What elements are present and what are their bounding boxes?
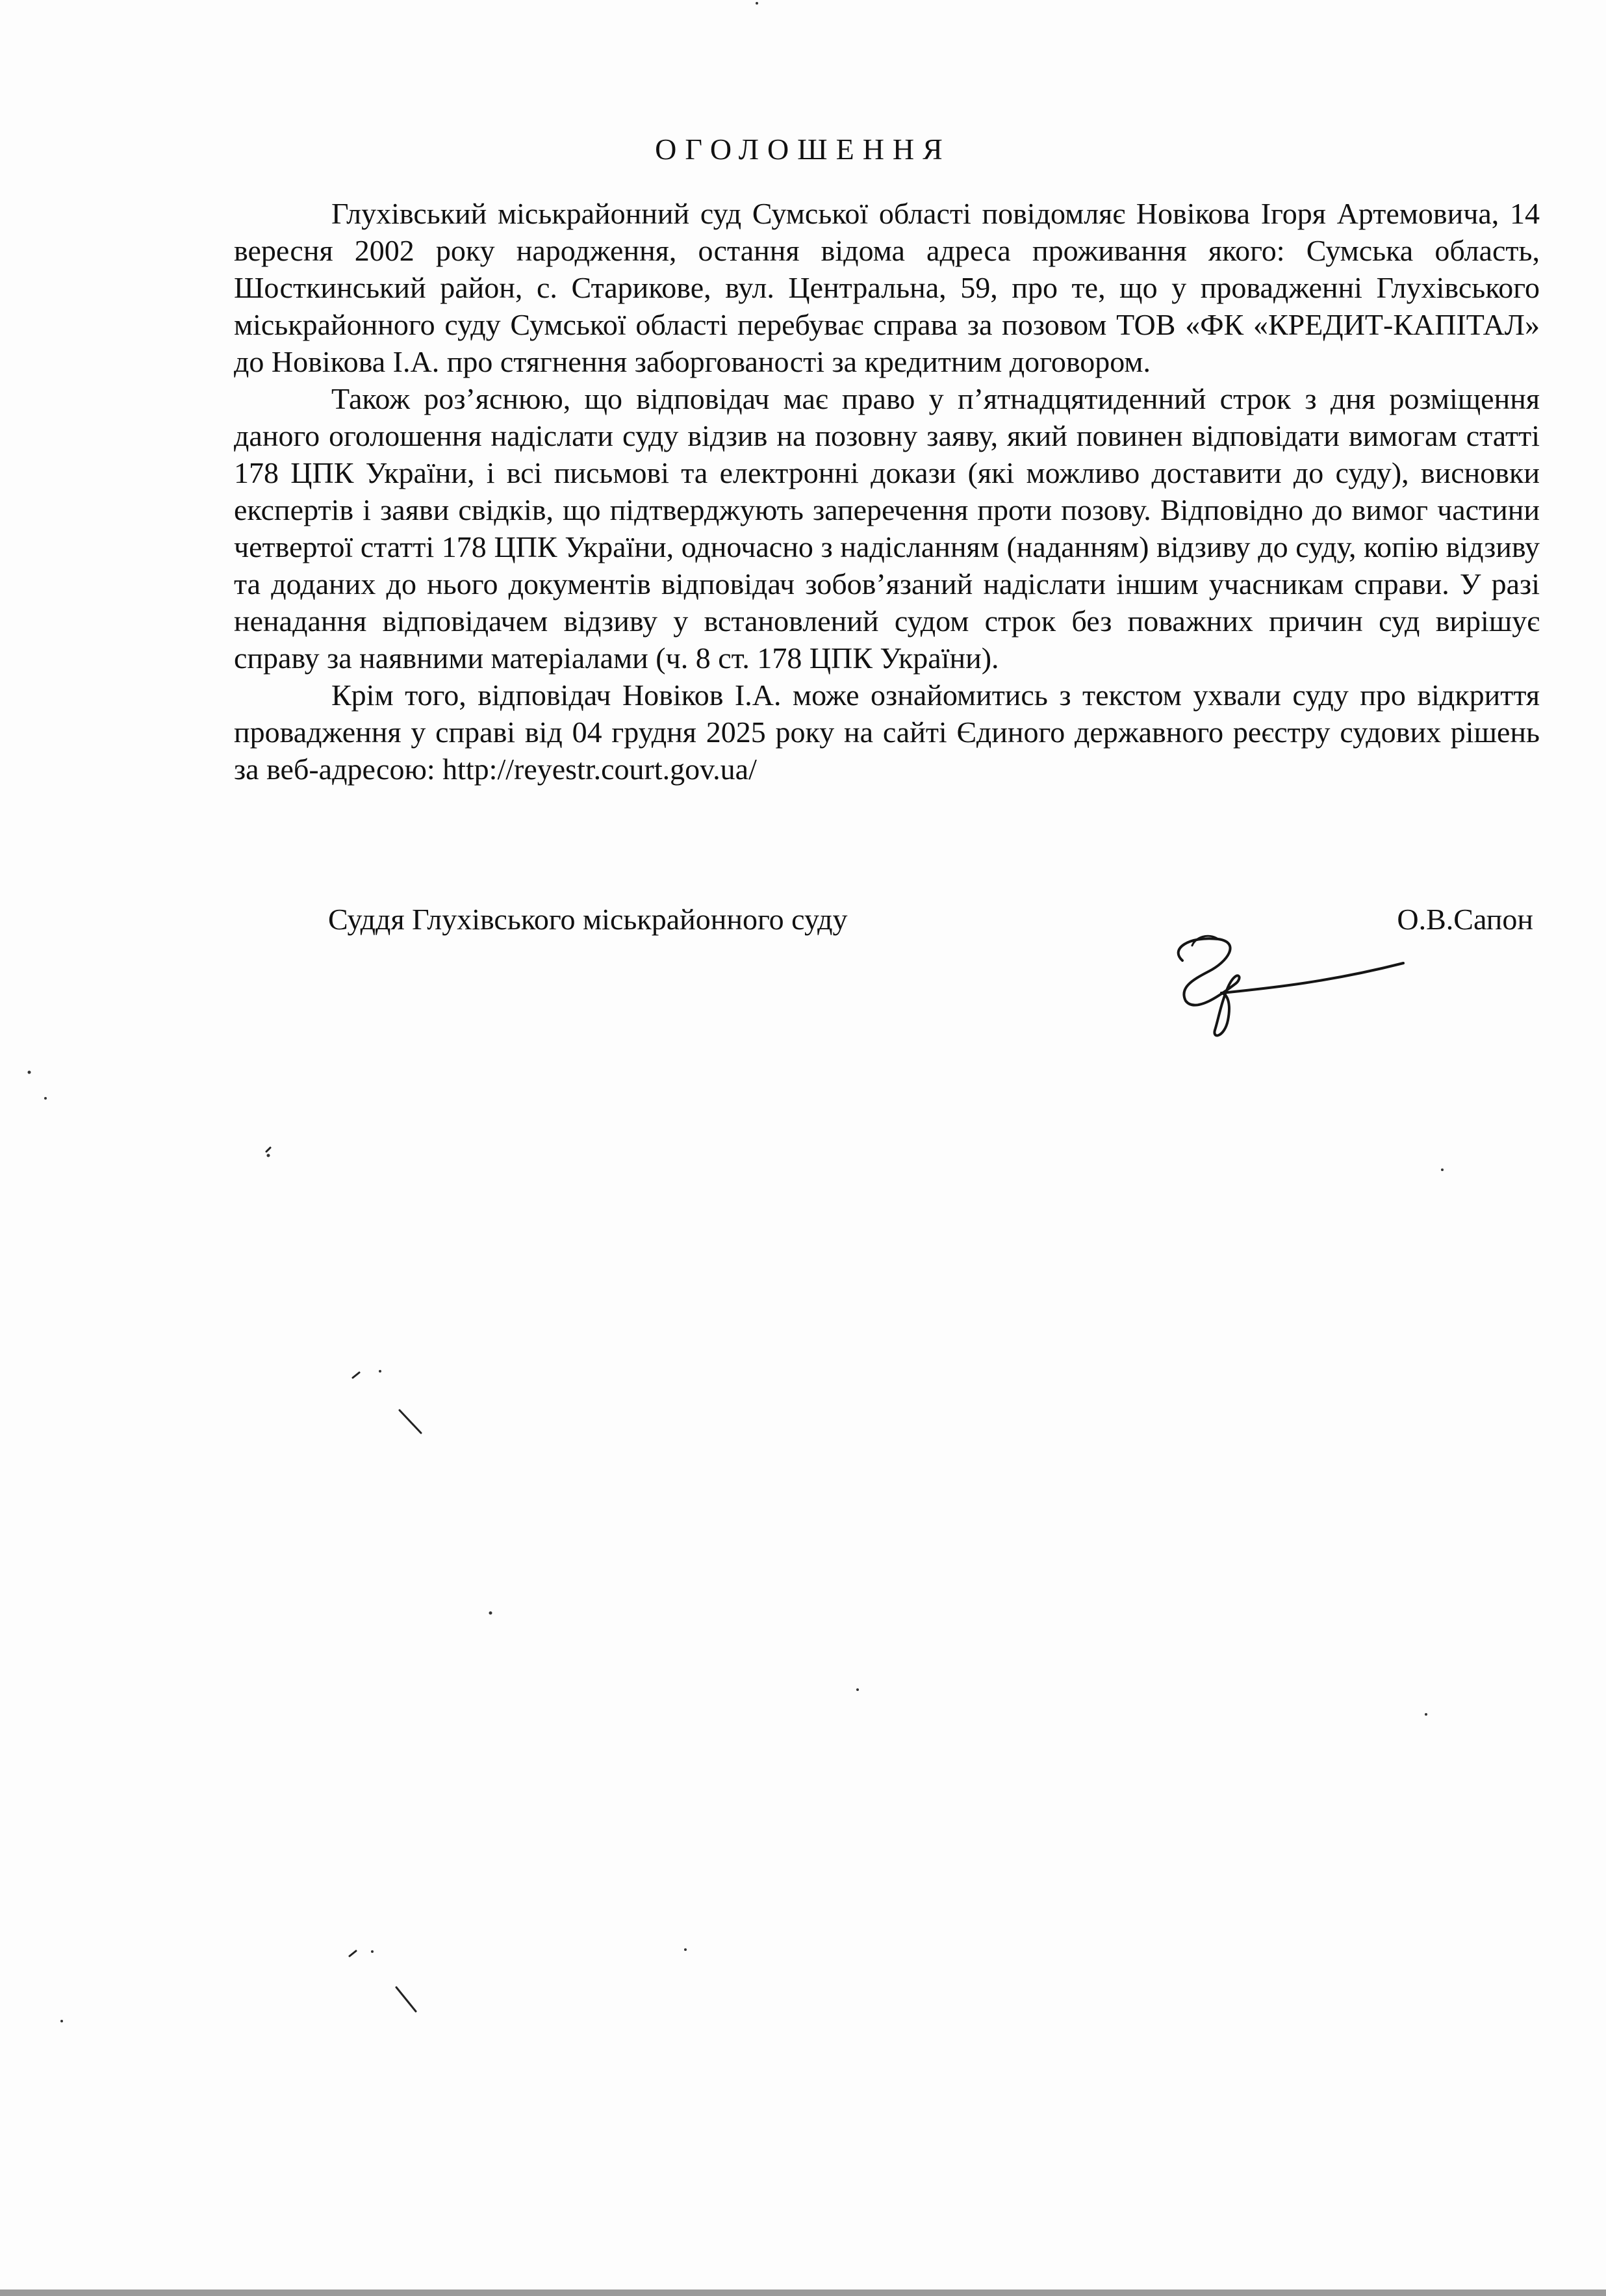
paragraph-notice: Глухівський міськрайонний суд Сумської області повідомляє Новікова Ігоря Артемовича, 14 вересня 2002 року народження, остання відома адреса проживання якого: Сумська область, Шосткинський район, с. Старикове, вул. Центральна, 59, про те, що у провадженні Глухівського міськрайонного суду Сумської області перебуває справа за позовом ТОВ «ФК «КРЕДИТ-КАПІТАЛ» до Новікова І.А. про стягнення заборгованості за кредитним договором.: [234, 197, 1540, 378]
judge-title: Суддя Глухівського міськрайонного суду: [328, 903, 848, 936]
document-body: [234, 195, 1540, 788]
handwritten-signature-icon: [1156, 923, 1416, 1046]
document-title: ОГОЛОШЕННЯ: [655, 133, 951, 166]
scan-bottom-edge: [0, 2290, 1606, 2296]
judge-name: О.В.Сапон: [1397, 903, 1533, 936]
paragraph-rights: Також роз’яснюю, що відповідач має право у п’ятнадцятиденний строк з дня розміщення даного оголошення надіслати суду відзив на позовну заяву, який повинен відповідати вимогам статті 178 ЦПК України, і всі письмові та електронні докази (які можливо доставити до суду), висновки експертів і заяви свідків, що підтверджують заперечення проти позову. Відповідно до вимог частини четвертої статті 178 ЦПК України, одночасно з надісланням (наданням) відзиву до суду, копію відзиву та доданих до нього документів відповідач зобов’язаний надіслати іншим учасникам справи. У разі ненадання відповідачем відзиву у встановлений судом строк без поважних причин суд вирішує справу за наявними матеріалами (ч. 8 ст. 178 ЦПК України).: [234, 382, 1540, 675]
paragraph-ruling-link: Крім того, відповідач Новіков І.А. може ознайомитись з текстом ухвали суду про відкриття провадження у справі від 04 грудня 2025 року на сайті Єдиного державного реєстру судових рішень за веб-адресою: http://reyestr.court.gov.ua/: [234, 678, 1540, 786]
